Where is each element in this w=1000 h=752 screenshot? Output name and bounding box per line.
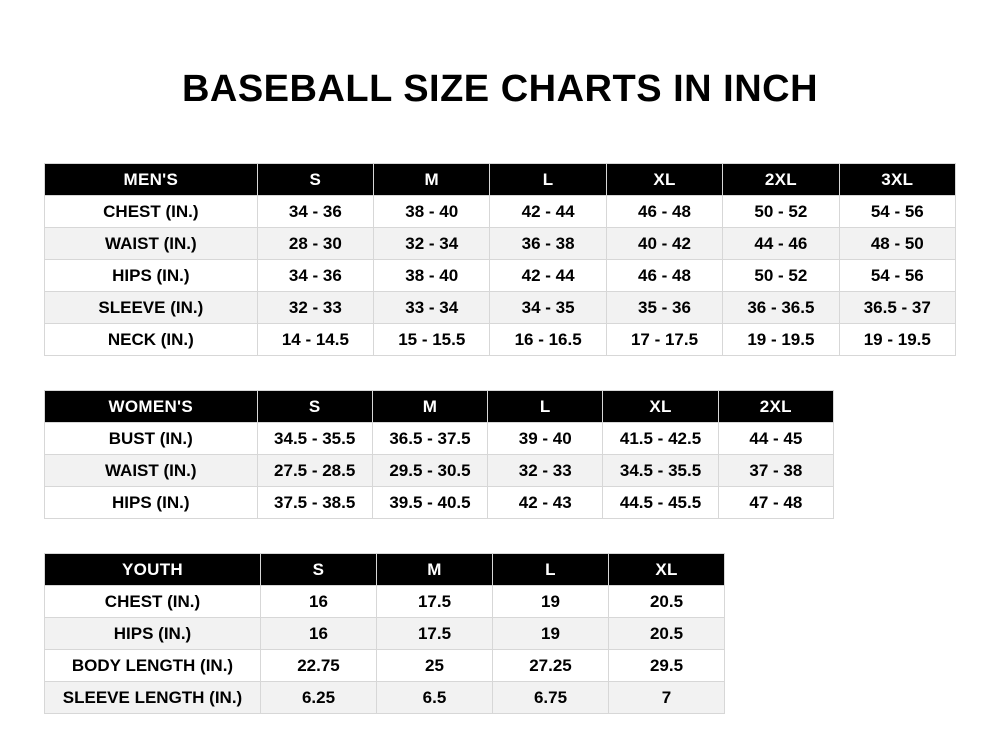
table-cell: 34.5 - 35.5 [603, 455, 718, 487]
table-cell: 40 - 42 [606, 228, 722, 260]
table-cell: 46 - 48 [606, 196, 722, 228]
row-label: CHEST (IN.) [45, 196, 258, 228]
table-cell: 32 - 34 [374, 228, 490, 260]
table-cell: 38 - 40 [374, 196, 490, 228]
table-cell: 19 - 19.5 [723, 324, 839, 356]
table-cell: 7 [609, 682, 725, 714]
table-cell: 32 - 33 [488, 455, 603, 487]
row-label: BUST (IN.) [45, 423, 258, 455]
column-header: 3XL [839, 164, 955, 196]
table-cell: 38 - 40 [374, 260, 490, 292]
column-header: M [377, 554, 493, 586]
table-cell: 16 - 16.5 [490, 324, 606, 356]
youth-size-table-block [44, 553, 956, 714]
table-cell: 16 [261, 586, 377, 618]
womens-size-table [44, 390, 834, 519]
table-cell: 34 - 36 [257, 260, 373, 292]
table-cell: 34 - 35 [490, 292, 606, 324]
column-header: S [257, 391, 372, 423]
table-cell: 6.75 [493, 682, 609, 714]
table-row [45, 292, 956, 324]
table-header-row [45, 391, 834, 423]
table-cell: 34 - 36 [257, 196, 373, 228]
table-cell: 48 - 50 [839, 228, 955, 260]
table-cell: 29.5 [609, 650, 725, 682]
column-header: S [257, 164, 373, 196]
row-label: HIPS (IN.) [45, 260, 258, 292]
table-cell: 17.5 [377, 586, 493, 618]
table-cell: 39 - 40 [488, 423, 603, 455]
table-cell: 15 - 15.5 [374, 324, 490, 356]
table-cell: 36.5 - 37 [839, 292, 955, 324]
table-row [45, 324, 956, 356]
table-cell: 17.5 [377, 618, 493, 650]
table-cell: 28 - 30 [257, 228, 373, 260]
womens-size-table-block [44, 390, 956, 519]
table-row [45, 423, 834, 455]
mens-size-table [44, 163, 956, 356]
column-header: L [490, 164, 606, 196]
table-cell: 36.5 - 37.5 [372, 423, 487, 455]
table-cell: 35 - 36 [606, 292, 722, 324]
table-cell: 19 - 19.5 [839, 324, 955, 356]
column-header: M [374, 164, 490, 196]
row-label: NECK (IN.) [45, 324, 258, 356]
table-cell: 22.75 [261, 650, 377, 682]
table-cell: 20.5 [609, 586, 725, 618]
table-row [45, 228, 956, 260]
table-cell: 50 - 52 [723, 196, 839, 228]
table-cell: 39.5 - 40.5 [372, 487, 487, 519]
table-header-row [45, 164, 956, 196]
row-label: SLEEVE LENGTH (IN.) [45, 682, 261, 714]
table-cell: 14 - 14.5 [257, 324, 373, 356]
table-cell: 44 - 45 [718, 423, 833, 455]
column-header: WOMEN'S [45, 391, 258, 423]
table-cell: 44.5 - 45.5 [603, 487, 718, 519]
row-label: WAIST (IN.) [45, 228, 258, 260]
table-cell: 37 - 38 [718, 455, 833, 487]
column-header: YOUTH [45, 554, 261, 586]
table-row [45, 260, 956, 292]
row-label: WAIST (IN.) [45, 455, 258, 487]
row-label: CHEST (IN.) [45, 586, 261, 618]
table-cell: 27.25 [493, 650, 609, 682]
table-cell: 6.5 [377, 682, 493, 714]
table-cell: 36 - 36.5 [723, 292, 839, 324]
table-cell: 54 - 56 [839, 196, 955, 228]
table-row [45, 586, 725, 618]
table-cell: 20.5 [609, 618, 725, 650]
table-row [45, 487, 834, 519]
row-label: BODY LENGTH (IN.) [45, 650, 261, 682]
table-cell: 27.5 - 28.5 [257, 455, 372, 487]
row-label: HIPS (IN.) [45, 487, 258, 519]
column-header: M [372, 391, 487, 423]
table-cell: 19 [493, 586, 609, 618]
table-cell: 29.5 - 30.5 [372, 455, 487, 487]
table-row [45, 682, 725, 714]
table-row [45, 650, 725, 682]
table-cell: 6.25 [261, 682, 377, 714]
table-row [45, 196, 956, 228]
table-cell: 17 - 17.5 [606, 324, 722, 356]
table-row [45, 618, 725, 650]
table-cell: 32 - 33 [257, 292, 373, 324]
column-header: L [488, 391, 603, 423]
table-cell: 44 - 46 [723, 228, 839, 260]
page-title: BASEBALL SIZE CHARTS IN INCH [181, 68, 819, 110]
size-charts-container [0, 163, 1000, 714]
table-cell: 25 [377, 650, 493, 682]
table-cell: 42 - 43 [488, 487, 603, 519]
table-cell: 41.5 - 42.5 [603, 423, 718, 455]
youth-size-table [44, 553, 725, 714]
table-cell: 47 - 48 [718, 487, 833, 519]
table-cell: 19 [493, 618, 609, 650]
table-cell: 42 - 44 [490, 196, 606, 228]
column-header: MEN'S [45, 164, 258, 196]
table-cell: 46 - 48 [606, 260, 722, 292]
column-header: XL [606, 164, 722, 196]
column-header: XL [609, 554, 725, 586]
table-cell: 33 - 34 [374, 292, 490, 324]
row-label: SLEEVE (IN.) [45, 292, 258, 324]
table-cell: 37.5 - 38.5 [257, 487, 372, 519]
table-cell: 16 [261, 618, 377, 650]
column-header: XL [603, 391, 718, 423]
column-header: L [493, 554, 609, 586]
table-cell: 36 - 38 [490, 228, 606, 260]
table-row [45, 455, 834, 487]
table-cell: 42 - 44 [490, 260, 606, 292]
table-cell: 50 - 52 [723, 260, 839, 292]
column-header: S [261, 554, 377, 586]
column-header: 2XL [723, 164, 839, 196]
mens-size-table-block [44, 163, 956, 356]
table-cell: 54 - 56 [839, 260, 955, 292]
column-header: 2XL [718, 391, 833, 423]
row-label: HIPS (IN.) [45, 618, 261, 650]
table-header-row [45, 554, 725, 586]
table-cell: 34.5 - 35.5 [257, 423, 372, 455]
